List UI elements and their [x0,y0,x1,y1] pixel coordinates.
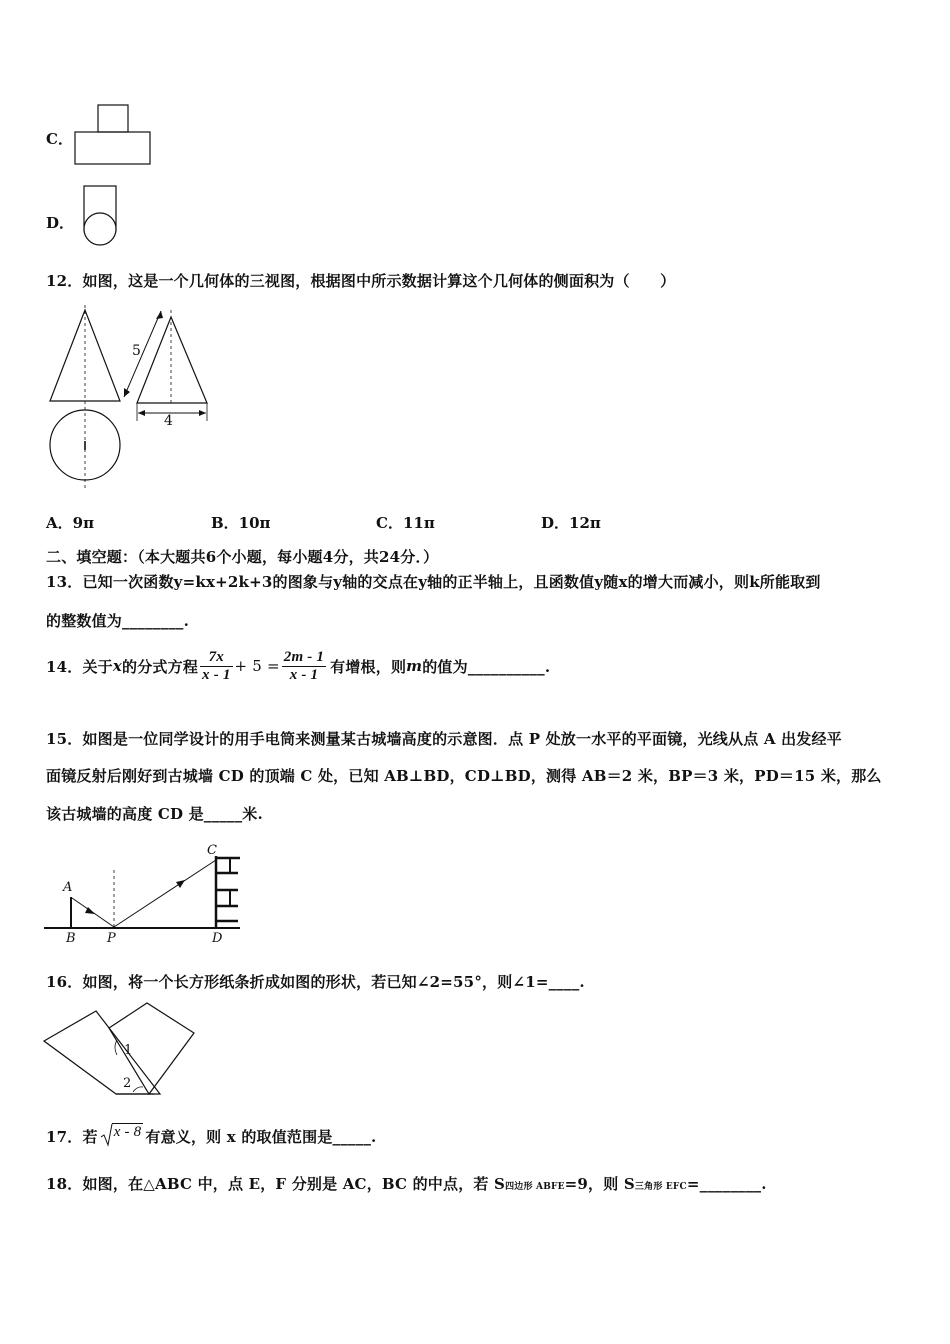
q14-frac1-den: x - 1 [202,666,231,683]
q14-frac2-den: x - 1 [289,666,319,683]
q15-line2: 面镜反射后刚好到古城墙 CD 的顶端 C 处，已知 AB⊥BD，CD⊥BD，测得 AB＝2 米，BP＝3 米，PD＝15 米，那么 [46,767,882,785]
q12-choice-c: C．11π [376,514,435,532]
q15-label-p: P [107,931,116,946]
q17-radicand: x - 8 [113,1124,142,1140]
q17-line [46,1117,376,1147]
section-heading-fill-blank: 二、填空题：（本大题共6个小题，每小题4分，共24分．） [46,548,439,566]
option-d-figure [82,185,122,247]
q14-prefix: 14．关于 [46,657,113,676]
q15-label-c: C [207,843,217,858]
q14-frac2-num: 2m - 1 [283,648,325,665]
q14-line [46,643,550,689]
q12-choice-a: A．9π [46,514,95,532]
q17-prefix: 17．若 [46,1128,98,1146]
q14-var-m: m [406,657,423,675]
q14-suffix-a: 有增根，则 [330,657,407,676]
q16-label-1: 1 [124,1043,133,1058]
q18-part1: 18．如图，在△ABC 中，点 E，F 分别是 AC，BC 的中点，若 S [46,1175,506,1193]
q17-sqrt [100,1124,144,1147]
q14-fraction-2 [282,649,326,684]
q15-label-a: A [63,880,73,895]
q15-line3: 该古城墙的高度 CD 是_____米. [46,805,263,823]
option-c-figure [74,104,152,166]
q18-line [46,1173,767,1194]
q15-label-d: D [212,931,223,946]
q12-stem: 12．如图，这是一个几何体的三视图，根据图中所示数据计算这个几何体的侧面积为（ ） [46,272,676,290]
q12-choice-b: B．10π [211,514,271,532]
q16-folded-strip-figure [44,1003,199,1099]
option-d-label: D． [46,214,75,232]
q14-plus5: + 5 = [234,657,280,675]
q18-part2: =9，则 S [564,1175,635,1193]
q17-suffix: 有意义，则 x 的取值范围是_____. [145,1128,377,1146]
q12-three-view-figure [44,305,224,490]
q14-suffix-b: 的值为__________. [422,657,551,676]
q12-choice-d: D．12π [541,514,601,532]
q15-line1: 15．如图是一位同学设计的用手电筒来测量某古城墙高度的示意图．点 P 处放一水平的平面镜，光线从点 A 出发经平 [46,730,842,748]
q13-line1: 13．已知一次函数y=kx+2k+3的图象与y轴的交点在y轴的正半轴上，且函数值y随x的增大而减小，则k所能取到 [46,573,821,591]
q14-frac1-num: 7x [200,649,233,667]
q12-label-5: 5 [132,343,141,359]
option-c-label: C． [46,130,73,148]
q16-label-2: 2 [123,1076,132,1091]
q14-fraction-1 [200,649,233,684]
q15-label-b: B [66,931,76,946]
q13-line2: 的整数值为________. [46,612,190,630]
q14-var-x: x [112,657,123,675]
q18-part3: =________. [686,1175,767,1193]
q18-sub2: 三角形 EFC [634,1182,687,1192]
q14-mid: 的分式方程 [122,657,199,676]
q18-sub1: 四边形 ABFE [505,1182,565,1192]
q16-stem: 16．如图，将一个长方形纸条折成如图的形状，若已知∠2=55°，则∠1=____. [46,973,585,991]
q12-label-4: 4 [164,413,173,429]
